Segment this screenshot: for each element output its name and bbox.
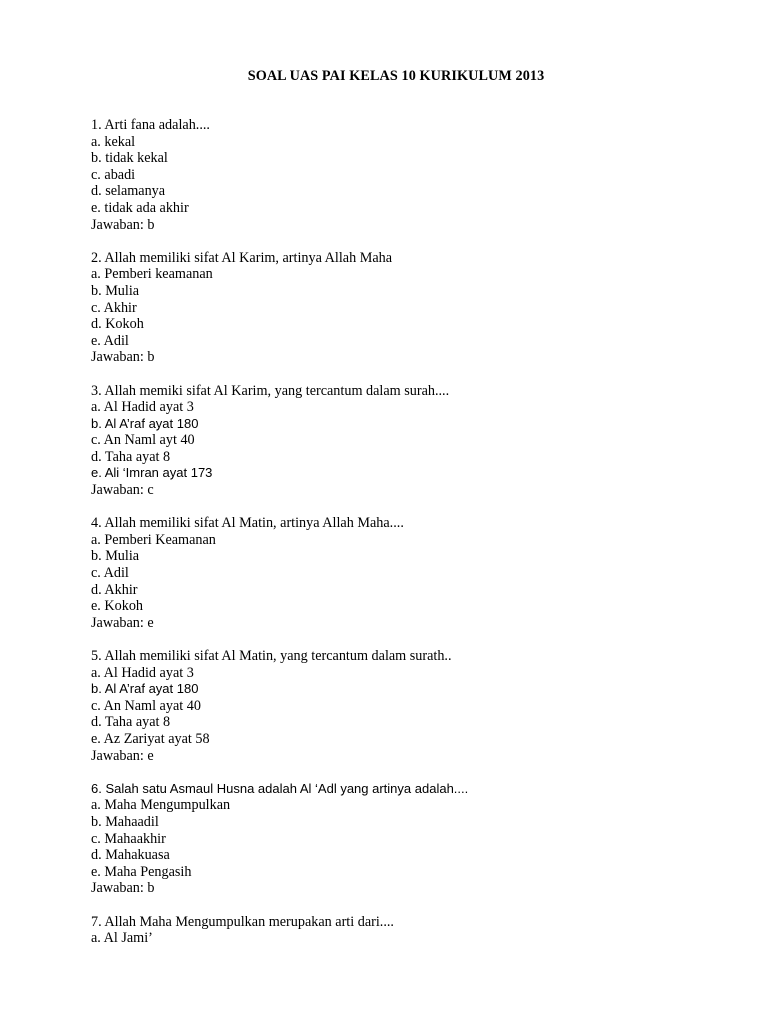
question-block bbox=[91, 383, 731, 516]
option-e: e. tidak ada akhir bbox=[91, 199, 189, 216]
question-text: 5. Allah memiliki sifat Al Matin, yang tercantum dalam surath.. bbox=[91, 648, 452, 664]
option-c: c. Akhir bbox=[91, 299, 137, 316]
option-e: e. Adil bbox=[91, 332, 129, 349]
option-a: a. kekal bbox=[91, 133, 136, 150]
answer-text: Jawaban: e bbox=[91, 747, 154, 764]
option-c: c. Mahaakhir bbox=[91, 830, 166, 847]
question-text: 3. Allah memiki sifat Al Karim, yang tercantum dalam surah.... bbox=[91, 382, 450, 399]
question-text: 1. Arti fana adalah.... bbox=[91, 117, 210, 133]
question-text: 2. Allah memiliki sifat Al Karim, artinya Allah Maha bbox=[91, 249, 393, 266]
option-a: a. Pemberi keamanan bbox=[91, 266, 213, 283]
option-c: c. Adil bbox=[91, 565, 129, 582]
question-list bbox=[91, 117, 731, 947]
answer-text: Jawaban: b bbox=[91, 349, 155, 366]
question-text: 6. Salah satu Asmaul Husna adalah Al ‘Adl yang artinya adalah.... bbox=[91, 780, 469, 796]
answer-text: Jawaban: c bbox=[91, 482, 154, 499]
option-a: a. Pemberi Keamanan bbox=[91, 531, 216, 548]
answer-text: Jawaban: b bbox=[91, 880, 155, 897]
option-c: c. abadi bbox=[91, 166, 136, 183]
option-b: b. tidak kekal bbox=[91, 150, 168, 167]
option-d: d. Akhir bbox=[91, 581, 138, 598]
option-b: b. Mulia bbox=[91, 548, 140, 565]
question-block bbox=[91, 515, 731, 648]
option-b: b. Al A’raf ayat 180 bbox=[91, 415, 199, 431]
answer-text: Jawaban: e bbox=[91, 614, 154, 631]
option-e: e. Maha Pengasih bbox=[91, 863, 192, 880]
option-a: a. Al Hadid ayat 3 bbox=[91, 664, 194, 681]
option-a: a. Al Hadid ayat 3 bbox=[91, 399, 194, 416]
option-e: e. Az Zariyat ayat 58 bbox=[91, 730, 210, 747]
option-e: e. Ali ‘Imran ayat 173 bbox=[91, 465, 213, 481]
option-b: b. Al A’raf ayat 180 bbox=[91, 681, 199, 697]
option-e: e. Kokoh bbox=[91, 598, 144, 615]
option-d: d. Kokoh bbox=[91, 316, 144, 333]
option-a: a. Al Jami’ bbox=[91, 930, 153, 947]
option-d: d. Taha ayat 8 bbox=[91, 714, 171, 731]
document-title: SOAL UAS PAI KELAS 10 KURIKULUM 2013 bbox=[247, 68, 545, 84]
question-text: 7. Allah Maha Mengumpulkan merupakan arti dari.... bbox=[91, 913, 394, 930]
question-block bbox=[91, 250, 731, 383]
option-b: b. Mahaadil bbox=[91, 813, 159, 830]
option-d: d. Mahakuasa bbox=[91, 847, 170, 864]
option-c: c. An Naml ayat 40 bbox=[91, 697, 201, 714]
question-text: 4. Allah memiliki sifat Al Matin, artinya Allah Maha.... bbox=[91, 515, 404, 532]
option-d: d. Taha ayat 8 bbox=[91, 448, 171, 465]
answer-text: Jawaban: b bbox=[91, 216, 155, 233]
question-block bbox=[91, 914, 731, 947]
question-block bbox=[91, 648, 731, 781]
option-b: b. Mulia bbox=[91, 282, 140, 299]
question-block bbox=[91, 117, 731, 250]
option-c: c. An Naml ayt 40 bbox=[91, 432, 195, 449]
option-d: d. selamanya bbox=[91, 183, 166, 200]
question-block bbox=[91, 781, 731, 914]
option-a: a. Maha Mengumpulkan bbox=[91, 797, 231, 814]
